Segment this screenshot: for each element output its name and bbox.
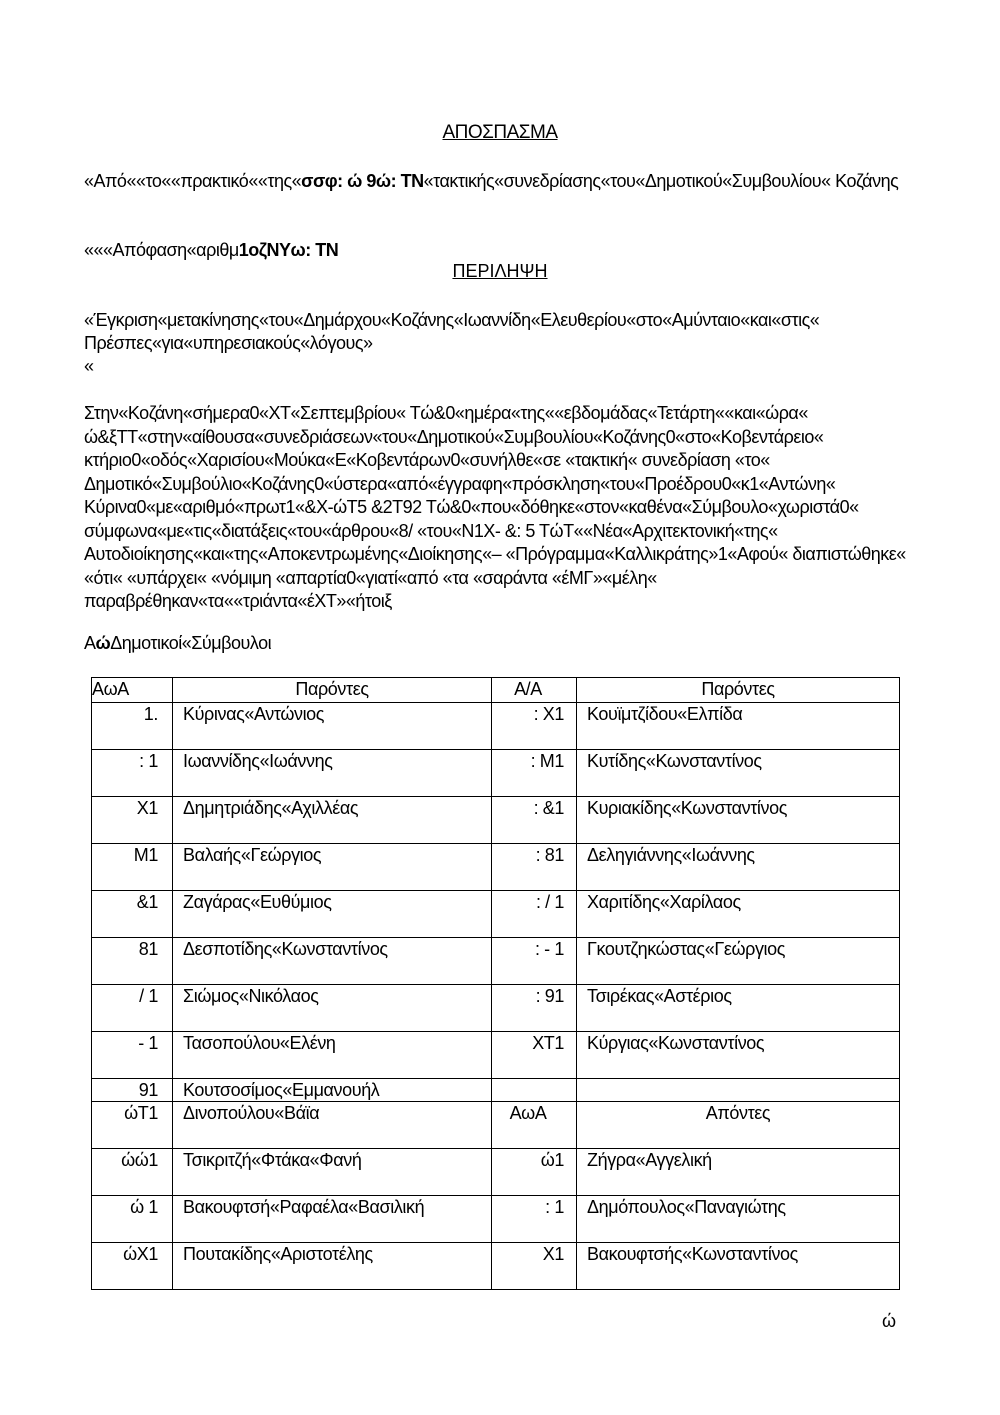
- row-name-right: Κύργιας«Κωνσταντίνος: [577, 1032, 900, 1079]
- row-number-left: Μ1: [92, 844, 173, 891]
- row-number-left: Χ1: [92, 797, 173, 844]
- table-row: [92, 1079, 900, 1102]
- row-name-left: Κύρινας«Αντώνιος: [173, 703, 492, 750]
- row-name-left: Πουτακίδης«Αριστοτέλης: [173, 1243, 492, 1290]
- row-name-right: Κυριακίδης«Κωνσταντίνος: [577, 797, 900, 844]
- row-number-right: : - 1: [492, 938, 577, 985]
- row-number-left: &1: [92, 891, 173, 938]
- row-number-left: ώ 1: [92, 1196, 173, 1243]
- table-row: [92, 891, 900, 938]
- members-label: Δημοτικοί«Σύμβουλοι: [110, 633, 272, 653]
- row-number-right: : &1: [492, 797, 577, 844]
- table-row: [92, 985, 900, 1032]
- row-name-left: Δημητριάδης«Αχιλλέας: [173, 797, 492, 844]
- document-heading: ΑΠΟΣΠΑΣΜΑ: [442, 122, 558, 143]
- row-name-left: Βακουφτσή«Ραφαέλα«Βασιλική: [173, 1196, 492, 1243]
- subject-heading: ΠΕΡΙΛΗΨΗ: [452, 261, 548, 281]
- row-number-right: ΧΤ1: [492, 1032, 577, 1079]
- row-number-left: : 1: [92, 750, 173, 797]
- row-number-left: ώώ1: [92, 1149, 173, 1196]
- row-name-left: Βαλαής«Γεώργιος: [173, 844, 492, 891]
- intro-session-number: σσφ: ώ 9ώ: ΤΝ: [301, 171, 424, 191]
- members-heading: [84, 632, 924, 655]
- decision-line: [84, 239, 924, 262]
- table-row: [92, 844, 900, 891]
- table-row: [92, 938, 900, 985]
- topic-paragraph: «Έγκριση«μετακίνησης«του«Δημάρχου«Κοζάνης«Ιωαννίδη«Ελευθερίου«στο«Αμύνταιο«και«στις« Πρέσπες«για«υπηρεσιακούς«λόγους»: [84, 310, 820, 353]
- row-name-left: Τασοπούλου«Ελένη: [173, 1032, 492, 1079]
- row-number-right: : 91: [492, 985, 577, 1032]
- absent-header-row: [92, 1102, 900, 1149]
- row-name-right: Βακουφτσής«Κωνσταντίνος: [577, 1243, 900, 1290]
- members-prefix: Α: [84, 633, 96, 653]
- intro-prefix: «Από««το««πρακτικό««της«: [84, 171, 302, 191]
- row-name-left: Ζαγάρας«Ευθύμιος: [173, 891, 492, 938]
- row-number-right: : 1: [492, 1196, 577, 1243]
- row-name-left: Τσικριτζή«Φτάκα«Φανή: [173, 1149, 492, 1196]
- row-name-right: Ζήγρα«Αγγελική: [577, 1149, 900, 1196]
- row-name-right-empty: [577, 1079, 900, 1102]
- header-absent: Απόντες: [577, 1102, 900, 1149]
- intro-suffix: «τακτικής«συνεδρίασης«του«Δημοτικού«Συμβουλίου« Κοζάνης: [423, 171, 899, 191]
- row-name-right: Τσιρέκας«Αστέριος: [577, 985, 900, 1032]
- body-paragraph: Στην«Κοζάνη«σήμερα0«ΧΤ«Σεπτεμβρίου« Τώ&0«ημέρα«της««εβδομάδας«Τετάρτη««και«ώρα« ώ&ξΤΤ«στην«αίθουσα«συνεδριάσεων«του«Δημοτικού«Συμβουλίου«Κοζάνης0«στο«Κοβεντάρειο« κτήριο0«οδός«Χαρισίου«Μούκα«Ε«Κοβεντάρων0«συνήλθε«σε «τακτική« συνεδρίαση «το« Δημοτικό«Συμβούλιο«Κοζάνης0«ύστερα«από«έγγραφη«πρόσκληση«του«Προέδρου0«κ1«Αντώνη« Κύρινα0«με«αριθμό«πρωτ1«&Χ-ώΤ5 &2Τ92 Τώ&0«που«δόθηκε«στον«καθένα«Σύμβουλο«χωριστά0« σύμφωνα«με«τις«διατάξεις«του«άρθρου«8/ «του«Ν1Χ- &: 5 ΤώΤ««Νέα«Αρχιτεκτονική«της« Αυτοδιοίκησης«και«της«Αποκεντρωμένης«Διοίκησης«– «Πρόγραμμα«Καλλικράτης»1«Αφού« διαπιστώθηκε« «ότι« «υπάρχει« «νόμιμη «απαρτία0«γιατί«από «τα «σαράντα «έΜΓ»«μέλη« παραβρέθηκαν«τα««τριάντα«έΧΤ»«ήτοιξ: [84, 403, 906, 611]
- members-table: [91, 677, 900, 1290]
- row-name-right: Γκουτζηκώστας«Γεώργιος: [577, 938, 900, 985]
- members-bold: ώ: [95, 633, 111, 653]
- row-number-left: ώΤ1: [92, 1102, 173, 1149]
- row-number-right: : / 1: [492, 891, 577, 938]
- table-row: [92, 703, 900, 750]
- row-number-right-empty: [492, 1079, 577, 1102]
- decision-number: 1οζΝΥω: ΤΝ: [238, 240, 339, 260]
- row-name-right: Δημόπουλος«Παναγιώτης: [577, 1196, 900, 1243]
- row-name-right: Χαριτίδης«Χαρίλαος: [577, 891, 900, 938]
- page-number: ώ: [882, 1311, 897, 1331]
- intro-paragraph: [84, 170, 924, 193]
- table-header-row: [92, 678, 900, 703]
- row-number-right: : 81: [492, 844, 577, 891]
- header-aa-absent: ΑωΑ: [492, 1102, 577, 1149]
- row-name-right: Κυτίδης«Κωνσταντίνος: [577, 750, 900, 797]
- row-number-right: : Μ1: [492, 750, 577, 797]
- row-name-left: Δινοπούλου«Βάϊα: [173, 1102, 492, 1149]
- row-number-left: / 1: [92, 985, 173, 1032]
- decision-prefix: «««Απόφαση«αριθμ: [84, 240, 239, 260]
- row-number-left: 1.: [92, 703, 173, 750]
- row-name-right: Κουϊμτζίδου«Ελπίδα: [577, 703, 900, 750]
- header-present-right: Παρόντες: [577, 678, 900, 703]
- table-row: [92, 1243, 900, 1290]
- table-row: [92, 1032, 900, 1079]
- row-name-right: Δεληγιάννης«Ιωάννης: [577, 844, 900, 891]
- table-row: [92, 797, 900, 844]
- row-number-left: 91: [92, 1079, 173, 1102]
- header-aa-right: Α/Α: [492, 678, 577, 703]
- table-row: [92, 1196, 900, 1243]
- row-name-left: Σιώμος«Νικόλαος: [173, 985, 492, 1032]
- quote-mark: «: [84, 356, 94, 376]
- row-number-left: 81: [92, 938, 173, 985]
- row-name-left: Ιωαννίδης«Ιωάννης: [173, 750, 492, 797]
- row-number-left: - 1: [92, 1032, 173, 1079]
- row-number-right: Χ1: [492, 1243, 577, 1290]
- row-number-right: : Χ1: [492, 703, 577, 750]
- table-row: [92, 1149, 900, 1196]
- row-name-left: Δεσποτίδης«Κωνσταντίνος: [173, 938, 492, 985]
- table-row: [92, 750, 900, 797]
- row-name-left: Κουτσοσίμος«Εμμανουήλ: [173, 1079, 492, 1102]
- row-number-right: ώ1: [492, 1149, 577, 1196]
- row-number-left: ώΧ1: [92, 1243, 173, 1290]
- header-present-left: Παρόντες: [173, 678, 492, 703]
- header-aa-left: ΑωΑ: [92, 678, 173, 703]
